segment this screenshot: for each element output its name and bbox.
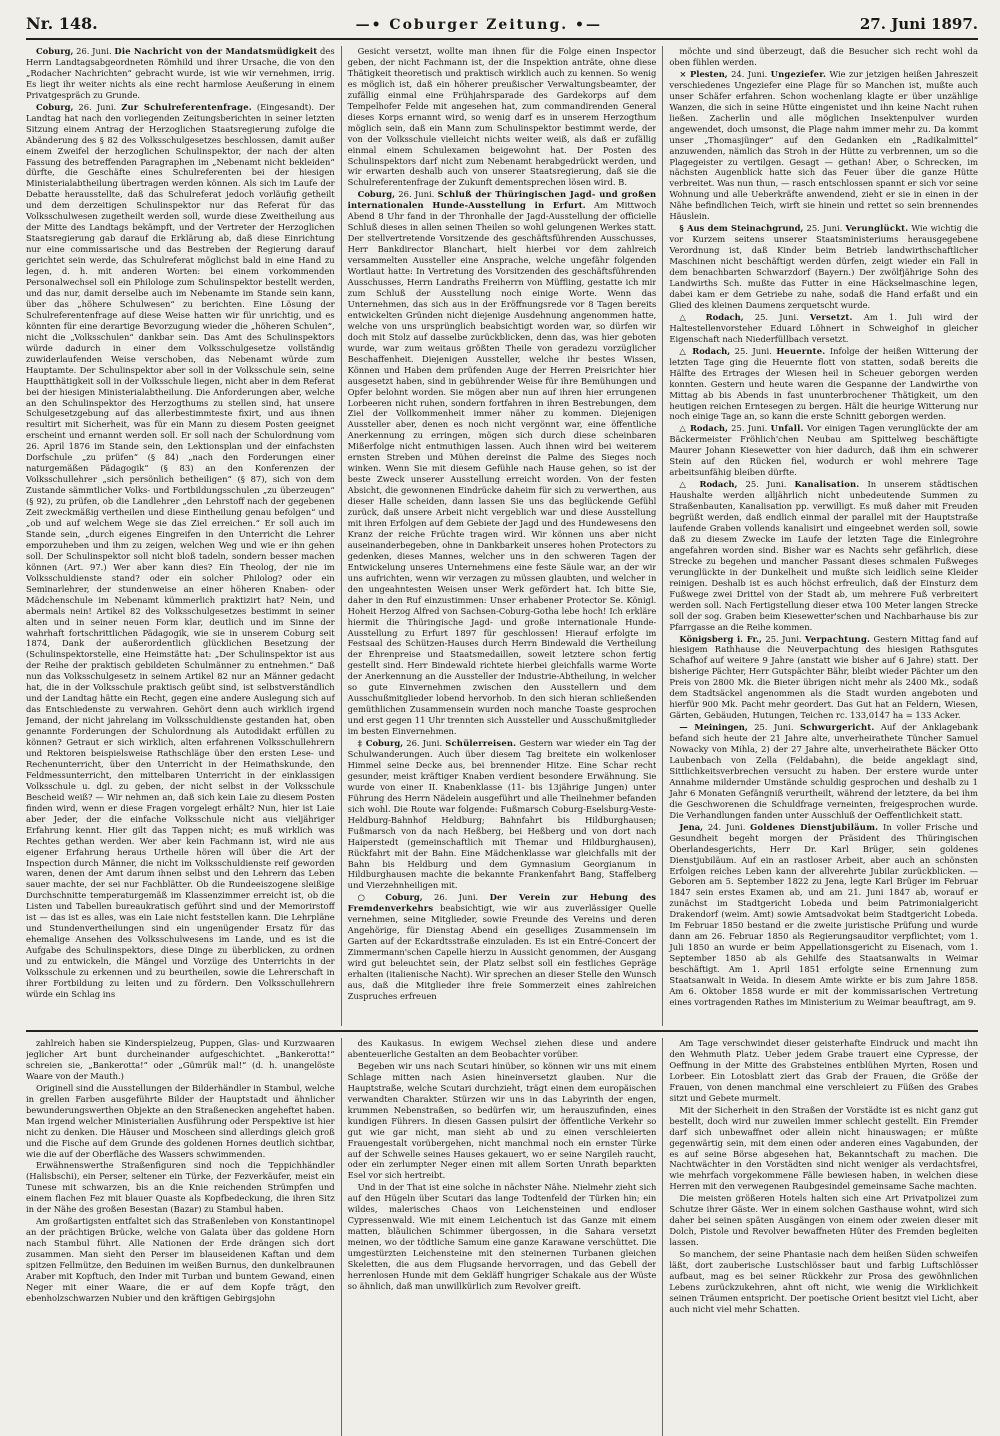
article-paragraph [669,46,978,68]
lower-section [26,1038,978,1436]
article-dateline-date: 26. Juni. [76,46,112,56]
article-text: Gestern war wieder ein Tag der Schulwanderungen. Auch über diesem Tag breitete ein wolkenloser Himmel seine Decke aus, bei brennender Hitze. Eine Schar recht gesunder, meist kräftiger Knaben verdient besondere Erwähnung. Sie wurde von einer II. Knabenklasse (11- bis 13jährige Jungen) unter Führung des Herrn Nädelein ausgeführt und alle Theilnehmer befanden sich wohl. Die Route war folgende: Fußmarsch Coburg-Eselsburg-Veste-Heldburg-Bahnhof Heldburg; Bahnfahrt bis Hildburghausen; Fußmarsch von da nach Heßberg, bei Heßberg und von dort nach Haiperstedt (gemeinschaftlich mit Themar und Hildburghausen), Rückfahrt mit der Bahn. Eine Mädchenklasse war gleichfalls mit der Bahn bis Heldburg und dem Gymnasium Georgianum in Hildburghausen machte die bekannte Frankenfahrt Bang, Staffelberg und Vierzehnheiligen mit. [347,738,657,891]
article-paragraph [26,46,335,101]
article-text: Am Tage verschwindet dieser geisterhafte Eindruck und macht ihn den Wehmuth Platz. Ueber jedem Grabe trauert eine Cypresse, der Oeffnung in der Mitte des Grabsteines entblühen Myrten, Rosen und Lorbeer. Ein Lotosblatt ziert das Grab der Frauen, die Größe der Frauen, von denen manchmal eine verschleiert zu Füßen des Grabes sitzt und Gebete murmelt. [669,1038,979,1103]
article-paragraph [26,1083,335,1160]
article-text: Gestern Mittag fand auf hiesigem Rathhause die Neuverpachtung des hiesigen Rathsgutes Schafhof auf weitere 9 Jahre (anstatt wie bisher auf 6 Jahre) statt. Der bisherige Pächter, Herr Gutspächter Bähr, bleibt wieder Pächter um den Preis von 2800 Mk. die Bieter übrigen nicht mehr als 2400 Mk., sodaß dem Stadtsäckel angenommen als die Stadt wurden angeboten und hierfür 900 Mk. Pacht mehr geordert. Das Gut hat an Feldern, Wiesen, Gärten, Gebäuden, Hutungen, Teichen rc. 133,0147 ha = 133 Acker. [669,633,979,721]
article-dateline-place: Jena, [679,821,704,832]
article-text: Auf der Anklagebank befand sich heute der 21 Jahre alte, unverheirathete Tüncher Samuel Nowacky von Mihla, 2) der 27 Jahre alte, unverheirathete Bäcker Otto Laubenbach von Zella (Feldabahn), die beide angeklagt sind, Sittlichkeitsverbrechen versucht zu haben. Der erstere wurde unter Annahme mildernder Umstände schuldig gesprochen und deshalb zu 1 Jahr 6 Monaten Gefängniß verurtheilt, während der letztere, da bei ihm die Geschworenen die Schuldfrage verneinten, freigesprochen wurde. Die Verhandlungen fanden unter Ausschluß der Oeffentlichkeit statt. [669,722,979,820]
article-dateline-place: § Aus dem Steinachgrund, [679,223,804,234]
article-dateline-date: 24. Juni. [731,68,768,79]
article-dateline-date: 25. Juni. [754,722,794,733]
article-paragraph [669,346,978,423]
article-text: Die meisten größeren Hotels halten sich eine Art Privatpolizei zum Schutze ihrer Gäste. Wer in einem solchen Gasthause wohnt, wird sich daher bei seinen späten Ausgängen von einem oder zweien dieser mit Dolch, Pistole und Revolver bewaffneten Hüter des Fremden begleiten lassen. [669,1193,979,1248]
article-headline: Verpachtung. [804,633,871,644]
article-headline: Unfall. [770,423,804,434]
article-text: zahlreich haben sie Kinderspielzeug, Puppen, Glas- und Kurzwaaren jeglicher Art bunt durcheinander aufgeschichtet. „Bankerotta!“ schreien sie, „Bankerotta!“ oder „Gümrük mal!“ (d. h. unangelöste Waare von der Mauth.) [26,1038,335,1081]
article-paragraph [669,423,978,478]
article-dateline-place: △ Rodach, [679,311,744,322]
article-text: Mit der Sicherheit in den Straßen der Vorstädte ist es nicht ganz gut bestellt, doch wird nur zuweilen immer schlecht gestellt. Ein Fremder darf sich unbewaffnet oder allein nicht hinauswagen; er müßte gegenwärtig sein, mit dem einen oder anderen eines Vagabunden, der es auf seine Börse abgesehen hat, Bekanntschaft zu machen. Die Nachtwächter in den Vorstädten sind nicht weniger als verdachtsfrei, wie mehrfach vorgekommene Fälle bewiesen haben, in welchen diese Herren mit den verwegenen Raubgesindel gemeinsame Sache machten. [669,1104,979,1192]
article-dateline-place: ○ Coburg, [357,892,423,903]
upper-column-1 [26,46,335,1026]
article-paragraph [669,822,978,1008]
article-headline: Kanalisation. [794,479,860,490]
article-paragraph [669,69,978,222]
article-headline: Ungeziefer. [770,68,827,79]
article-paragraph [669,1193,978,1248]
article-dateline-date: 26. Juni. [398,189,435,200]
upper-column-2 [341,46,657,1026]
article-text: So manchem, der seine Phantasie nach dem heißen Süden schweifen läßt, dort zauberische Lustschlösser baut und farbig Luftschlösser aufbaut, mag es bei seiner Rückkehr zur Prosa des gewöhnlichen Lebens zurückzukehren, ahnt oft nicht, wie wenig die Wirklichkeit seinen Träumen entspricht. Der poetische Orient besitzt viel Licht, aber auch nicht viel mehr Schatten. [669,1249,979,1314]
lower-column-3 [662,1038,978,1436]
article-paragraph [348,1038,657,1060]
article-headline: Schülerreisen. [445,738,517,749]
article-dateline-date: 26. Juni. [78,101,117,112]
article-text: Gesicht versetzt, wollte man ihnen für die Folge einen Inspector geben, der nicht Fachmann ist, der die Inspektion anträte, ohne diese Thätigkeit theoretisch und praktisch wirklich auch zu kennen. So wenig es möglich ist, daß ein höherer preußischer Verwaltungsbeamter, der zufällig einmal eine Frühjahrsparade des Gardekorps auf dem Tempelhofer Felde mit angesehen hat, zum commandirenden General dieses Korps ernannt wird, so wenig darf es in unserem Herzogthum möglich sein, daß ein Mann zum Schulinspektor bestimmt werde, der von der Volksschule vielleicht nichts weiter weiß, als daß er zufällig einmal einem Schulexamen beigewohnt hat. Der Posten des Schulinspektors darf nicht zum Nebenamt herabgedrückt werden, und wir erwarten deshalb auch von unserer Staatsregierung, daß sie die Schulreferentenfrage der Zukunft dementsprechen lösen wird. B. [347,46,657,188]
article-dateline-date: 26. Juni. [406,738,443,749]
article-dateline-date: 25. Juni. [765,633,802,644]
article-headline: Schwurgericht. [799,722,875,733]
article-text: Erwähnenswerthe Straßenfiguren sind noch die Teppichhändler (Halisbschi), ein Perser, seltener ein Türke, der Fezverkäufer, meist ein Tunese mit schwarzen, bis an die Knie reichenden Strümpfen und einem flachen Fez mit blauer Quaste als Kopfbedeckung, die ihren Sitz in der Nähe des großen Besestan (Bazar) zu Stambul haben. [26,1160,335,1215]
article-dateline-place: △ Rodach, [679,479,738,490]
article-paragraph [669,479,978,632]
article-headline: Goldenes Dienstjubiläum. [750,821,879,832]
article-text: Am Mittwoch Abend 8 Uhr fand in der Thronhalle der Jagd-Ausstellung der officielle Schluß dieses in allen seinen Theilen so wohl gelungenen Werkes statt. Der stellvertretende Vorsitzende des geschäftsführenden Ausschusses, Herr Bankdirector Blanchart, hielt hierbei vor dem zahlreich versammelten Aussteller eine Ansprache, welche ungefähr folgenden Wortlaut hatte: In Vertretung des Vorsitzenden des geschäftsführenden Ausschusses, Herrn Landraths Freiherrn von Müffling, gestatte ich mir zum Schluß der Ausstellung noch einige Worte. Wenn das Unternehmen, das sich aus in der Eröffnungsrede vor 8 Tagen bereits entwickelten Gründen nicht diejenige Ausdehnung angenommen hatte, welche von uns ursprünglich beabsichtigt worden war, so dürfen wir doch mit Stolz auf dasselbe zurückblicken, denn das, was hier geboten wurde, war zum weitaus größten Theile von geradezu vorzüglicher Beschaffenheit. Diejenigen Aussteller, welche ihr bestes Wissen, Können und Haben dem prüfenden Auge der Herren Preisrichter hier ausgesetzt haben, sind in gebührender Weise für ihre Bemühungen und Opfer belohnt worden. Sie mögen aber nun auf ihren hier errungenen Lorbeeren nicht ruhen, sondern fortfahren in ihren Bestrebungen, dem Ziel der Vollkommenheit immer näher zu kommen. Diejenigen Aussteller aber, denen es noch nicht vergönnt war, eine öffentliche Anerkennung zu erringen, mögen sich durch diese scheinbaren Mißerfolge nicht entmuthigen lassen. Auch ihnen wird bei weiterem ernsten Streben und Mühen dereinst die Palme des Sieges noch winken. Wenn Sie mit diesem Gefühle nach Hause gehen, so ist der beste Zweck unserer Ausstellung erreicht worden. Von der festen Absicht, die gewonnenen Eindrücke daheim für sich zu verwerthen, aus dieser Halle scheiden, dann lassen Sie uns das beglückende Gefühl zurück, daß unsere Arbeit nicht vergeblich war und diese Ausstellung mit ihren Erfolgen auf dem Gebiete der Jagd und des Hundewesens den Kranz der reiche Früchte tragen wird. Wir können uns aber nicht auseinanderbegeben, ohne in Dankbarkeit unseres hohen Protectors zu gedenken, dieses Mannes, welcher uns in den schweren Tagen der Entwickelung unseres Unternehmens eine feste Säule war, an der wir uns aufrichten, wenn wir verzagen zu müssen glaubten, und welcher in den ungeahntesten Weisen unser Werk gefördert hat. Ich bitte Sie, daher in den Ruf einzustimmen: Unser erhabener Protector Se. Königl. Hoheit Herzog Alfred von Sachsen-Coburg-Gotha lebe hoch! Ich erkläre hiermit die Thüringische Jagd- und große internationale Hunde-Ausstellung zu Erfurt 1897 für geschlossen! Hierauf erfolgte im Festsaal des Schützen-Hauses durch Herrn Bindewald die Vertheilung der Ehrenpreise und Staatsmedaillen, soweit letztere schon fertig gestellt sind. Herr Bindewald richtete hierbei gleichfalls warme Worte der Anerkennung an die Aussteller der Industrie-Abtheilung, in welcher so gute Einvernehmen zwischen den Ausstellern und dem Ausschußmitglieder lobend hervorhob. In den sich hieran schließenden gemüthlichen Zusammensein wurden noch manche Toaste gesprochen und erst gegen 11 Uhr trennten sich Aussteller und Ausschußmitglieder im besten Einvernehmen. [347,200,657,737]
article-dateline-place: Coburg, [357,189,396,200]
article-text: Wie zur jetzigen heißen Jahreszeit verschiedenes Ungeziefer eine Plage für so Manchen ist, mußte auch unser Schäfer erfahren. Schon wochenlang klagte er über unzählige Wanzen, die sich in seine Hütte eingenistet und ihn keine Nacht ruhen ließen. Zacherlin und alle möglichen Insektenpulver wurden angewendet, doch umsonst, die Plage nahm immer mehr zu. Da kommt unser „Thomasjünger“ auf den Gedanken ein „Radikalmittel“ anzuwenden, nämlich das Stroh in der Hütte zu verbrennen, um so die Plagegeister zu vertilgen. Gesagt — gethan! Aber, o Schrecken, im nächsten Augenblick hatte sich das Feuer über die ganze Hütte verbreitet. Was nun thun, — rasch entschlossen spannt er sich vor seine Wohnung und alle Ueberkräfte anwendend, zieht er sie in einen in der Nähe befindlichen Teich, wirft sie hinein und rettet so sein brennendes Häuslein. [669,68,979,222]
article-headline: Heuernte. [776,345,826,356]
article-paragraph [669,312,978,345]
article-headline: Zur Schulreferentenfrage. [121,101,252,112]
article-paragraph [669,1038,978,1104]
article-paragraph [669,634,978,722]
article-dateline-date: 25. Juni. [734,345,772,356]
article-text: Und in der That ist eine solche in nächster Nähe. Nielmehr zieht sich auf den Hügeln über Scutari das lange Todtenfeld der Türken hin; ein wildes, malerisches Chaos von Leichensteinen und endloser Cypressenwald. Wie mit einem Leichentuch ist das Ganze mit einem matten, bläulichen Schimmer übergossen, in die Sahara versetzt meinen, wo der tödtliche Samum eine ganze Karawane verschüttet. Die umgestürzten Leichensteine mit den steinernen Turbanen gleichen Skeletten, die aus dem Flugsande hervorragen, und das Gebell der herrenlosen Hunde mit dem Gekläff hungriger Schakale aus der Wüste so ähnlich, daß man unwillkürlich zum Revolver greift. [347,1182,657,1291]
article-paragraph [669,223,978,311]
article-paragraph [26,1038,335,1082]
article-paragraph [669,1249,978,1315]
upper-section [26,46,978,1026]
article-dateline-place: ‡ Coburg, [357,738,404,749]
article-headline: Der Verein zur Hebung des Fremdenverkehrs [347,892,657,914]
article-headline: Die Nachricht von der Mandatsmüdigkeit [114,46,318,56]
article-headline: Verunglückt. [845,223,909,234]
article-text: (Eingesandt). Der Landtag hat nach den vorliegenden Zeitungsberichten in seiner letzten Sitzung einem Antrag der Herzoglichen Staatsregierung zufolge die Abänderung des § 82 des Volksschulgesetzes beschlossen, damit außer einem Zweifel der herzoglichen Schulinspektor, der nach der alten Fassung des betreffenden Paragraphen im „Nebenamt nicht bekleiden“ dürfte, die Geschäfte eines Schulreferenten bei der hiesigen Ministerialabtheilung übertragen werden können. Als sich im Laufe der Debatte herausstellte, daß das Schulreferat jedoch vorläufig getheilt und dem derzeitigen Schulinspektor nur das Referat für das Volksschulwesen zugetheilt werden soll, wurde diese Zweitheilung aus der Mitte des Landtags bekämpft, und der Vertreter der Herzoglichen Staatsregierung gab darauf die Erklärung ab, daß diese Einrichtung nur eine commissarische und das Bestreben der Regierung darauf gerichtet sein werde, das Schulreferat möglichst bald in eine Hand zu legen, d. h. mit anderen Worten: bei einem vorkommenden Personalwechsel soll ein Philologe zum Schulinspektor bestellt werden, und das nur, damit derselbe auch im Nebenamte im Stande sein kann, über das „höhere Schulwesen“ zu berichten. Eine Lösung der Schulreferentenfrage auf diese Weise hatten wir für unrichtig, und es könnten für eine derartige Bevorzugung wieder die „höheren Schulen“, nicht die „Volksschulen“ dankbar sein. Das Amt des Schulinspektors würde dadurch in einer dem Volksschulgesetze vollständig zuwiderlaufenden Weise verschoben, das Nebenamt würde zum Hauptamte. Der Schulinspektor aber soll in der Volksschule sein, seine Hauptthätigkeit soll in der Volksschule liegen, nicht aber in dem Referat bei der hiesigen Ministerialabtheilung. Die Anforderungen aber, welche an den Schulinspektor des Herzogthums zu stellen sind, hat unsere Schulgesetzgebung auf das allerbestimmteste fixirt, und aus ihnen resultirt mit Sicherheit, was für ein Mann zu diesem Posten geeignet erscheint und ernannt werden soll. Er soll nach der Schulordnung vom 26. April 1876 im Stande sein, den Lektionsplan und der einfachsten Dorfschule „zu prüfen“ (§ 84) „nach den Forderungen einer naturgemäßen Pädagogik“ (§ 83) an den Konferenzen der Volksschullehrer „sich persönlich betheiligen“ (§ 87), sich von dem Zustande sämmtlicher Volks- und Fortbildungsschulen „zu überzeugen“ (§ 92), zu prüfen, ob die Landlehrer „den Lehrstoff nach der gegebenen Zeit zweckmäßig vertheilen und diese Eintheilung genau befolgen“ und „ob und auf welchem Wege sie das Ziel erreichen.“ Er soll auch im Stande sein, „durch eigenes Eingreifen in den Unterricht die Lehrer emporzuheben und ihm zu zeigen, welchen Weg und wie er ihn gehen soll. Der Schulinspektor soll nicht bloß tadeln, sondern besser machen können (Art. 97.) Wer aber kann dies? Ein Theolog, der nie im Volksschuldienste stand? oder ein solcher Philolog? oder ein Seminarlehrer, der stundenweise an einer höheren Knaben- oder Mädchenschule im Nebenamt kümmerlich praktizirt hat? Nein, und abermals nein! Artikel 82 des Volksschulgesetzes bestimmt in seiner alten und in seiner neuen Form klar, deutlich und im Sinne der wahrhaft fortschrittlichen Pädagogik, wie sie in unserem Coburg seit 1874, Dank der außerordentlich glücklichen Besetzung der (Schulinspektorstelle, eine Heimstätte hat: „Der Schulinspektor ist aus der Reihe der praktisch gebildeten Schulmänner zu entnehmen.“ Daß nun das Volksschulgesetz in seinem Artikel 82 nur an Männer gedacht hat, die in der Volksschule praktisch geübt sind, ist selbstverständlich und der Landtag hätte ein Recht, gegen eine andere Auslegung sich auf das Entschiedenste zu verwahren. Gehört denn auch wirklich irgend Jemand, der nicht jahrelang im Volksschuldienste gestanden hat, oben genannte Forderungen der Schulordnung als Autodidakt erfüllen zu können? Getraut er sich wirklich, alten erfahrenen Volksschullehrern und Rektoren beispielsweise Rathschläge über den ersten Lese- und Rechenunterricht, über den Unterricht in der Heimathskunde, den Feldmessunterricht, den mittelbaren Unterricht in der einklassigen Volksschule u. dgl. zu geben, der nicht selbst in der Volksschule Bescheid weiß? — Wir nehmen an, daß sich kein Laie zu diesem Posten finden wird, wenn er diese Fragen vorgelegt erhält? Nun, hier ist Laie aber Jeder, der die einfache Volksschule nicht aus vieljähriger Erfahrung kennt. Hier gilt das Tappen nicht; es muß wirklich was Rechtes gethan werden. Wer aber kein Fachmann ist, wird nie aus eigener Erfahrung heraus Urtheile hören will über die Art der Inspection durch Männer, die nicht im Volksschuldienste reif geworden waren, denen der Amt darum ihnen selbst und den Lehrern das Leben sauer machte, der sei nur Fachblätter. Ob die Rundeeiszogene sleißige Durchschnitte temperaturgemäß im Klassenzimmer erreicht ist, ob die Listen und Tabellen bureaukratisch geführt sind und der Memorirstoff ist — das ist es alles, was ein Laie nicht feststellen kann. Die Lehrpläne und Stundenvertheilungen sind ein ungenügender Ersatz für das ehemalige Ansehen des Volksschulwesens im Lande, und es ist die Aufgabe des Schulinspektors, diese Dinge zu überblicken, zu ordnen und zu entwickeln, die Mängel und Vorzüge des Unterrichts in der Volksschule zu erkennen und zu beurtheilen, sowie die Lehrerschaft in ihrer Fortbildung zu leiten und zu fördern. Den Volksschullehrern würde ein Schlag ins [26,101,335,999]
article-dateline-date: 25. Juni. [731,423,768,434]
lower-column-1 [26,1038,335,1436]
article-text: Originell sind die Ausstellungen der Bilderhändler in Stambul, welche in grellen Farben ausgeführte Bilder der Hauptstadt und ähnlicher bewunderungswerthen Objekte an den Straßenecken angeheftet haben. Man irgend welcher Ministerialien Ausführung oder Perspektive ist hier nicht zu denken. Die Häuser und Moscheen sind allerdings gleich groß und die Fische auf dem Grunde des goldenen Hornes deutlich sichtbar, wie die auf der Oberfläche des Wassers schwimmenden. [26,1082,335,1159]
article-dateline-date: 25. Juni. [745,479,787,490]
article-text: möchte und sind überzeugt, daß die Besucher sich recht wohl da oben fühlen werden. [669,46,979,67]
article-paragraph [348,892,657,1002]
article-paragraph [26,1216,335,1304]
article-text: des Kaukasus. In ewigem Wechsel ziehen diese und andere abenteuerliche Gestalten an dem Beobachter vorüber. [347,1038,657,1059]
article-paragraph [348,46,657,188]
issue-date: 27. Juni 1897. [859,15,978,33]
article-text: des Herrn Landtagsabgeordneten Römhild und ihrer Ursache, die von den „Rodacher Nachrichten“ gebracht wurde, ist wie wir vernehmen, irrig. Es liegt ihr weiter nichts als eine recht harmlose Aeußerung in einem Privatgespräch zu Grunde. [26,46,335,100]
article-text: Infolge der heißen Witterung der letzten Tage ging die Heuernte flott von statten, sodaß bereits die Hälfte des Ertrages der Wiesen heil in Scheuer geborgen werden konnten. Gestern und heute waren die Gespanne der Landwirthe von Mittag ab bis Abends in fast ununterbrochener Thätigkeit, um den heutigen reichen Erntesegen zu bergen. Hält die heurige Witterung nur noch einige Tage an, so kann die erste Schnitt geborgen werden. [669,345,979,422]
newspaper-title: —• Coburger Zeitung. •— [355,17,602,33]
article-paragraph [669,722,978,821]
article-text: In voller Frische und Gesundheit begeht morgen der Präsident des Thüringischen Oberlandesgerichts, Herr Dr. Karl Brüger, sein goldenes Dienstjubiläum. Auf ein an rastloser Arbeit, aber auch an schönsten Erfolgen reiches Leben kann der allverehrte Jubilar zurückblicken. — Geboren am 5. September 1822 zu Jena, legte Karl Brüger im Februar 1847 sein erstes Examen ab, und am 21. Juni 1847 ab, worauf er zunächst im Stadtgericht Lobeda und beim Patrimonialgericht Drakendorf (weim. Amt) sowie Amtsadvokat beim Stadtgericht Lobeda. Im Februar 1850 bestand er die zweite juristische Prüfung und wurde dann am 26. Februar 1850 als Regierungsauditor verpflichtet; vom 1. Juli 1850 an wurde er beim Appellationsgericht zu Eisenach, vom 1. September 1850 ab als Gehilfe des Staatsanwalts in Weimar beschäftigt. Am 1. April 1851 erfolgte seine Ernennung zum Staatsanwalt in Weida. In diesem Amte wirkte er bis zum Jahre 1858. Am 6. Oktober 1858 wurde er mit der kommissarischen Vertretung eines vortragenden Rathes im Ministerium zu Weimar beauftragt, am 9. [669,821,979,1007]
article-dateline-date: 25. Juni. [754,311,799,322]
article-dateline-date: 26. Juni. [434,892,479,903]
article-dateline-date: 24. Juni. [707,821,746,832]
article-dateline-place: △ Rodach, [679,423,728,434]
masthead [26,14,978,40]
article-dateline-place: — Meiningen, [679,722,748,733]
article-text: beabsichtigt, wie wir aus zuverlässiger Quelle vernehmen, seine Mitglieder, sowie Freunde des Vereins und deren Angehörige, für Dienstag Abend ein geselliges Zusammensein im Garten auf der Eckardtsstraße einzuladen. Es ist ein Entré-Concert der Zimmermann'schen Capelle hierzu in Aussicht genommen, der Ausgang wird gut beleuchtet sein, der Platz selbst soll ein festliches Gepräge erhalten (italienische Nacht). Wir sprechen an dieser Stelle den Wunsch aus, daß die Mitglieder ihre freie Sommerzeit eines zahlreichen Zuspruches erfreuen [347,903,657,1001]
article-dateline-place: × Plesten, [679,68,728,79]
article-paragraph [348,1182,657,1292]
article-text: Am großartigsten entfaltet sich das Straßenleben von Konstantinopel an der prächtigen Brücke, welche von Galata über das goldene Horn nach Stambul führt. Alle Nationen der Erde drängen sich dort zusammen. Man sieht den Perser im blauseidenen Kaftan und dem spitzen Fellmütze, den Beduinen im weißen Burnus, den dunkelbraunen Araber mit Kopftuch, den Inder mit Turban und buntem Gewand, einen Neger mit einer Waare, die er auf dem Kopfe trägt, den ebenholzschwarzen Nubier und den kräftigen Gebirgsjohn [26,1216,335,1303]
article-dateline-place: Königsberg i. Fr., [679,633,762,644]
article-paragraph [669,1105,978,1193]
article-text: Vor einigen Tagen verunglückte der am Bäckermeister Fröhlich'chen Neubau am Spittelweg beschäftigte Maurer Johann Kiesewetter von hier dadurch, daß ihm ein schwerer Stein auf den Rücken fiel, wodurch er wohl mehrere Tage arbeitsunfähig bleiben dürfte. [669,423,979,478]
article-paragraph [26,102,335,1000]
article-headline: Schluß der Thüringischen Jagd- und großen internationalen Hunde-Ausstellung in Erfurt. [347,189,657,211]
article-dateline-place: Coburg, [36,46,74,56]
article-paragraph [348,1061,657,1181]
article-text: Wie wichtig die vor Kurzem seitens unserer Staatsministeriums herausgegebene Verordnung ist, daß Kinder beim Betrieb landwirthschaftlicher Maschinen nicht beschäftigt werden dürfen, zeigt wieder ein Fall in dem benachbarten Schwarzdorf (Bayern.) Der zwölfjährige Sohn des Landwirths Sch. mußte das Futter in eine Häckselmaschine legen, dabei kam er dem Getriebe zu nahe, sodaß die Hand erfaßt und ein Glied des kleinen Daumens zerquetscht wurde. [669,223,979,310]
article-dateline-place: △ Rodach, [679,345,731,356]
article-dateline-place: Coburg, [36,101,74,112]
issue-number: Nr. 148. [26,14,98,33]
article-text: In unserem städtischen Haushalte werden alljährlich nicht unbedeutende Summen zu Straßenbauten, Kanalisation pp. verwilligt. Es muß daher mit Freuden begrüßt werden, daß endlich einmal der parallel mit der Hauptstraße laufende Graben vollends kanalisirt und eingeebnet werden soll, sowie daß zu diesem Zwecke im Laufe der letzten Tage die Einlegrohre angefahren worden sind. Bisher war es Nachts sehr gefährlich, diese Strecke zu begehen und mancher Passant dieses schmalen Fußweges verunglückte in der Dunkelheit und mußte sich leidlich seine Kleider reinigen. Deshalb ist es auch höchst erfreulich, daß der Einsturz dem Fußwege zwei Drittel von der Stadt ab, um mehrere Fuß verbreitert werden soll. Nach Fertigstellung dieser etwa 100 Meter langen Strecke soll der sog. Graben beim Kiesewetter'schen und Nachbarhause bis zur Pfarrgasse an die Reihe kommen. [669,479,979,632]
article-text: Am 1. Juli wird der Haltestellenvorsteher Eduard Löhnert in Schweighof in gleicher Eigenschaft nach Niederfüllbach versetzt. [669,311,979,344]
article-paragraph [348,189,657,737]
lower-column-2 [341,1038,657,1436]
upper-column-3 [662,46,978,1026]
article-paragraph [348,738,657,891]
section-divider [26,1030,978,1032]
article-headline: Versetzt. [809,311,853,322]
article-text: Begeben wir uns nach Scutari hinüber, so können wir uns mit einem Schlage mitten nach Asien hineinversetzt glauben. Nur die Hauptstraße, welche Scutari durchzieht, trägt einen dem europäischen verwandten Charakter. Stürzen wir uns in das Labyrinth der engen, krummen Nebenstraßen, so bedürfen wir, um herauszufinden, eines kundigen Führers. In diesen Gassen pulsirt der öffentliche Verkehr so gut wie gar nicht, man sieht ab und zu einen verschleierten Frauengestalt vorübergehen, nicht manchmal noch ein ernster Türke auf der Schwelle seines Hauses gekauert, wo er seine Nargileh raucht, oder ein zerlumpter Neger einen mit allem Sorten Unrath beparkten Esel vor sich hertreibt. [347,1060,657,1181]
article-paragraph [26,1160,335,1215]
article-dateline-date: 25. Juni. [806,223,843,234]
